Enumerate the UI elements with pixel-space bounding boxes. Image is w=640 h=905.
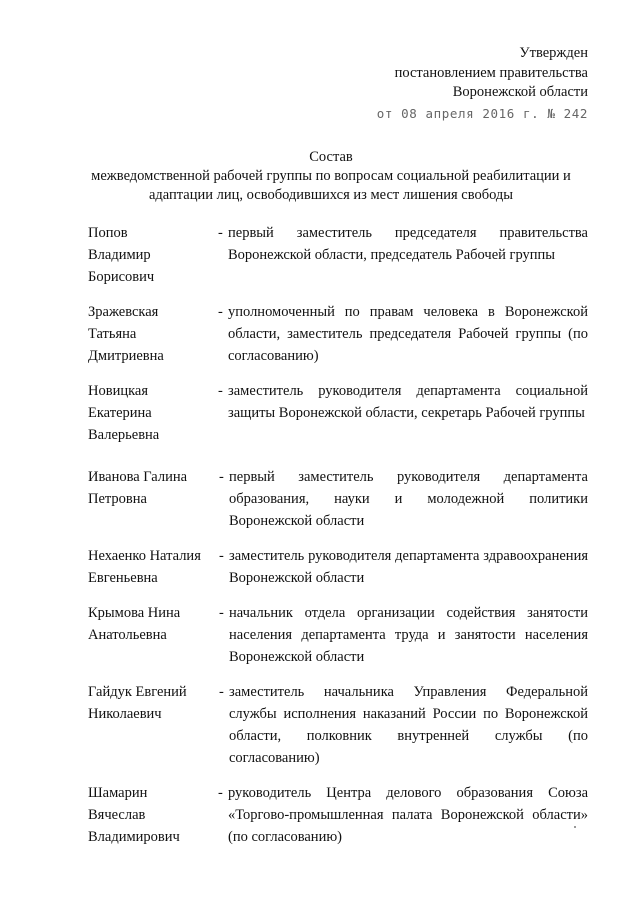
member-row <box>88 222 588 288</box>
member-row <box>88 545 588 589</box>
member-name: Попов Владимир Борисович <box>88 225 155 285</box>
title-line: Состав <box>309 149 353 165</box>
member-role: заместитель начальника Управления Федеральной службы исполнения наказаний России по Воронежской области, полковник внутренней службы (по согласованию) <box>229 684 588 766</box>
member-name: Крымова Нина Анатольевна <box>88 605 181 643</box>
member-role: первый заместитель руководителя департамента образования, науки и молодежной политики Воронежской области <box>229 469 588 529</box>
member-name: Зражевская Татьяна Дмитриевна <box>88 304 164 364</box>
member-row <box>88 782 588 848</box>
member-list-primary <box>88 222 588 459</box>
member-row <box>88 380 588 446</box>
approval-line: постановлением правительства <box>394 64 588 81</box>
member-list-secondary <box>88 466 588 861</box>
member-name: Новицкая Екатерина Валерьевна <box>88 383 160 443</box>
dash-separator: - <box>219 469 224 485</box>
member-name: Нехаенко Наталия Евгеньевна <box>88 548 201 586</box>
member-role: первый заместитель председателя правительства Воронежской области, председатель Рабочей группы <box>228 225 588 263</box>
dash-separator: - <box>219 548 224 564</box>
dash-separator: - <box>218 225 223 241</box>
member-role: уполномоченный по правам человека в Воронежской области, заместитель председателя Рабочей группы (по согласованию) <box>228 304 588 364</box>
member-role: начальник отдела организации содействия занятости населения департамента труда и занятости населения Воронежской области <box>229 605 588 665</box>
member-name: Гайдук Евгений Николаевич <box>88 684 187 722</box>
member-name: Шамарин Вячеслав Владимирович <box>88 785 180 845</box>
member-row <box>88 681 588 769</box>
approval-date-stamp: от 08 апреля 2016 г. № 242 <box>376 105 588 121</box>
dash-separator: - <box>218 383 223 399</box>
member-role: заместитель руководителя департамента здравоохранения Воронежской области <box>229 548 588 586</box>
dash-separator: - <box>218 785 223 801</box>
document-title <box>80 148 582 205</box>
scan-speck <box>574 826 576 828</box>
member-name: Иванова Галина Петровна <box>88 469 188 507</box>
member-row <box>88 602 588 668</box>
title-line: межведомственной рабочей группы по вопросам социальной реабилитации и <box>91 168 571 184</box>
approval-block <box>377 44 588 123</box>
dash-separator: - <box>219 684 224 700</box>
approval-line: Утвержден <box>519 45 588 61</box>
approval-line: Воронежской области <box>452 84 588 100</box>
member-row <box>88 466 588 532</box>
member-role: заместитель руководителя департамента социальной защиты Воронежской области, секретарь Рабочей группы <box>228 383 588 421</box>
title-line: адаптации лиц, освободившихся из мест лишения свободы <box>148 187 514 203</box>
member-role: руководитель Центра делового образования Союза «Торгово-промышленная палата Воронежской области» (по согласованию) <box>228 785 588 845</box>
member-row <box>88 301 588 367</box>
dash-separator: - <box>219 605 224 621</box>
dash-separator: - <box>218 304 223 320</box>
